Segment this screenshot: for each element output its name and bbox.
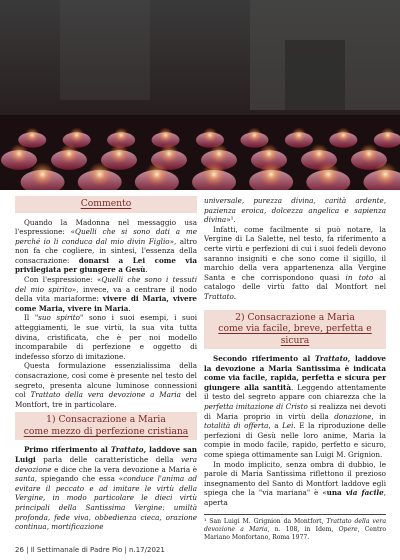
paragraph: Primo riferimento al Trattato, laddove san Luigi parla delle caratteristiche della vera devozione e dice che la vera devozione a Maria è santa, spiegando che essa «conduce l'anima ad evitare il peccato e ad imitare le virtù della Vergine, in modo particolare le dieci virtù principali della Santissima Vergine: umiltà profonda, fede viva, obbedienza cieca, orazione continua, mortificazione	[15, 445, 197, 532]
section-heading-commento	[15, 196, 197, 213]
paragraph: Con l'espressione: «Quelli che sono i tessuti del mio spirito», invece, va a centrare il nodo della vita mariaforme: vivere di Maria, vivere come Maria, vivere in Maria.	[15, 275, 198, 313]
candle-flame	[336, 127, 351, 142]
heading-line: come mezzo di perfezione cristiana	[23, 425, 189, 437]
heading-line: 2) Consacrazione a Maria	[235, 311, 355, 323]
candle-flame	[158, 127, 173, 142]
candle-flame	[59, 144, 79, 164]
paragraph: In modo implicito, senza ombra di dubbio, le parole di Maria Santissima riflettono il prezioso insegnamento del Santo di Montfort laddove egli spiega che la "via mariana" è «una via facile, aperta	[204, 459, 386, 507]
paragraph: Infatti, come facilmente si può notare, la Vergine di La Salette, nel testo, fa riferimento a certe virtù e perfezioni di cui i suoi fedeli devono saranno insigniti e che sono come il sigillo, il marchio della vera appartenenza alla Vergine Santa e che corrispondono quasi in toto al catalogo delle virtù fatto dal Montfort nel Trattato.	[204, 224, 386, 301]
candle-flame	[25, 127, 40, 142]
paragraph: Secondo riferimento al Trattato, laddove la devozione a Maria Santissima è indicata come via facile, rapida, perfetta e sicura per giungere alla santità. Leggendo attentamente il testo del segreto appare con chiarezza che la perfetta imitazione di Cristo si realizza nei devoti di Maria proprio in virtù della donazione, in totalità di offerta, a Lei. E la riproduzione delle perfezioni di Gesù nelle loro anime, Maria la compie in modo facile, rapido, perfetto e sicuro, come spiega ottimamente san Luigi M. Grignion.	[204, 354, 386, 459]
candle-flame	[88, 162, 112, 186]
heading-line: come via facile, breve, perfetta e sicura	[218, 323, 372, 346]
section-heading-2	[204, 310, 386, 350]
left-column	[15, 196, 197, 532]
candle-flame	[202, 162, 226, 186]
candle-flame	[209, 144, 229, 164]
paragraph: Quando la Madonna nel messaggio usa l'espressione: «Quelli che si sono dati a me perché io li conduca dal mio divin Figlio», altro non fa che cogliere, in sintesi, l'essenza della consacrazione: donarsi a Lei come via privilegiata per giungere a Gesù.	[15, 217, 198, 275]
candle-flame	[202, 127, 217, 142]
candle-flame	[145, 162, 169, 186]
candle-flame	[113, 127, 128, 142]
page-footer: 26 | Il Settimanale di Padre Pio | n.17/2021	[15, 546, 165, 554]
candle-flame	[30, 162, 54, 186]
candle-flame	[380, 127, 395, 142]
candle-flame	[309, 144, 329, 164]
candle-flame	[159, 144, 179, 164]
candle-flame	[291, 127, 306, 142]
paragraph: universale, purezza divina, carità ardente, pazienza eroica, dolcezza angelica e sapienza divina»¹.	[204, 196, 386, 225]
candle-flame	[373, 162, 397, 186]
candle-flame	[359, 144, 379, 164]
candle-flame	[259, 144, 279, 164]
candle-flame	[259, 162, 283, 186]
paragraph: Questa formulazione essenzialissima della consacrazione, così come è presente nel testo del segreto, presenta alcune luminose connessioni col Trattato della vera devozione a Maria del Montfort, tre in particolare.	[15, 361, 197, 409]
candle-flame	[247, 127, 262, 142]
candle-flame	[9, 144, 29, 164]
candle-flame	[316, 162, 340, 186]
heading-line: 1) Consacrazione a Maria	[46, 414, 166, 426]
right-column	[204, 196, 386, 542]
section-heading-1	[15, 412, 197, 440]
footnote: ¹ San Luigi M. Grignion da Montfort, Trattato della vera devozione a Maria, n. 108, in Idem, Opere, Centro Mariano Monfortano, Roma 1977.	[204, 514, 386, 542]
candle-flame	[109, 144, 129, 164]
heading-text: Commento	[80, 198, 132, 209]
candle-flame	[69, 127, 84, 142]
paragraph: Il "suo spirito" sono i suoi esempi, i suoi atteggiamenti, le sue virtù, la sua vita tutta divina, cristificata, che è per noi modello incomparabile di perfezione e oggetto di indefesso sforzo di imitazione.	[15, 313, 197, 361]
candles-photo	[0, 0, 400, 190]
